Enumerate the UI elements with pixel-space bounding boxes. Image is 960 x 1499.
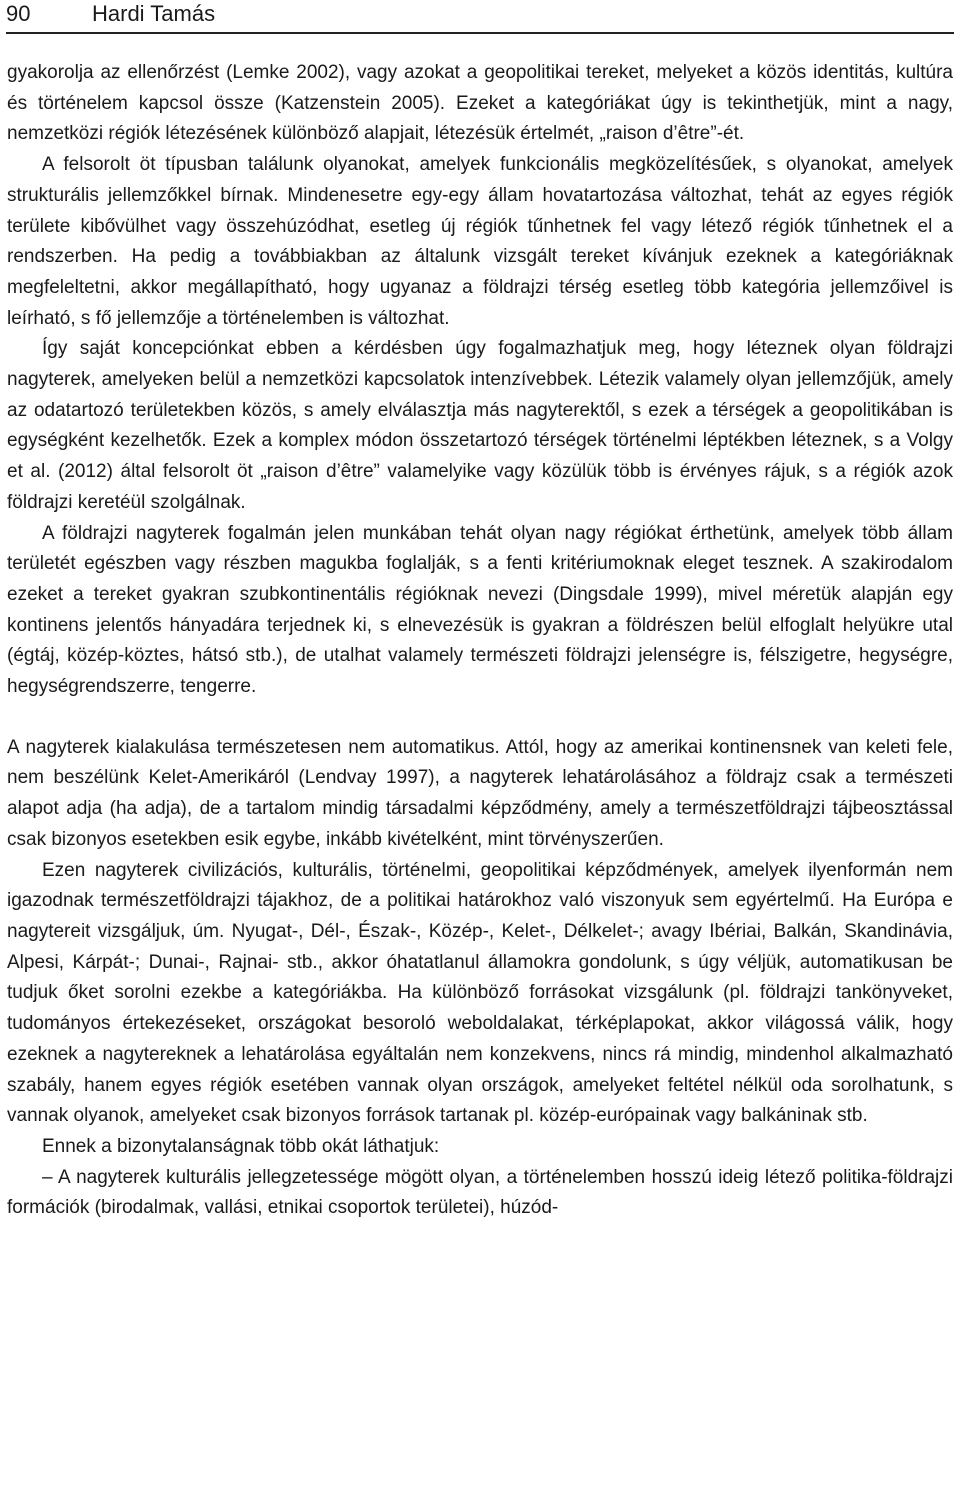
list-item-1: – A nagyterek kulturális jellegzetessége mögött olyan, a történelemben hosszú ideig létező politika-földrajzi formációk (birodalmak, vallási, etnikai csoportok területei), húzód- <box>7 1166 953 1219</box>
paragraph-5: A nagyterek kialakulása természetesen nem automatikus. Attól, hogy az amerikai kontinensnek van keleti fele, nem beszélünk Kelet-Amerikáról (Lendvay 1997), a nagyterek lehatárolásához a földrajz csak a természeti alapot adja (ha adja), de a tartalom mindig társadalmi képződmény, amely a természetföldrajzi tájbeosztással csak bizonyos esetekben esik egybe, inkább kivételként, mint törvényszerűen. <box>7 736 953 850</box>
running-header <box>6 0 954 34</box>
paragraph-3: Így saját koncepciónkat ebben a kérdésben úgy fogalmazhatjuk meg, hogy léteznek olyan földrajzi nagyterek, amelyeken belül a nemzetközi kapcsolatok intenzívebbek. Létezik valamely olyan jellemzőjük, amely az odatartozó területekben közös, s amely elválasztja más nagyterektől, s ezek a térségek a geopolitikában is egységként kezelhetők. Ezek a komplex módon összetartozó térségek történelmi léptékben léteznek, s a Volgy et al. (2012) által felsorolt öt „raison d’être” valamelyike vagy közülük több is érvényes rájuk, s a régiók azok földrajzi keretéül szolgálnak. <box>7 338 953 513</box>
running-head-author: Hardi Tamás <box>92 1 216 26</box>
body-text <box>7 58 953 1224</box>
paragraph-4: A földrajzi nagyterek fogalmán jelen munkában tehát olyan nagy régiókat érthetünk, amelyek több állam területét egészben vagy részben magukba foglalják, s a fenti kritériumoknak eleget tesznek. A szakirodalom ezeket a tereket gyakran szubkontinentális régióknak nevezi (Dingsdale 1999), mivel méretük alapján egy kontinens jelentős hányadára terjednek ki, s elnevezésük is gyakran a földrészen belül elfoglalt helyükre utal (égtáj, közép-köztes, hátsó stb.), de utalhat valamely természeti földrajzi jelenségre is, félszigetre, hegységre, hegységrendszerre, tengerre. <box>7 522 953 698</box>
paragraph-2: A felsorolt öt típusban találunk olyanokat, amelyek funkcionális megközelítésűek, s olyanokat, amelyek strukturális jellemzőkkel bírnak. Mindenesetre egy-egy állam hovatartozása változhat, tehát az egyes régiók területe kibővülhet vagy összehúzódhat, esetleg új régiók tűnhetnek fel vagy létező régiók tűnhetnek el a rendszerben. Ha pedig a továbbiakban az általunk vizsgált tereket kívánjuk ezeknek a kategóriáknak megfeleltetni, akkor megállapítható, hogy ugyanaz a földrajzi térség esetleg több kategória jellemzőivel is leírható, s fő jellemzője a történelemben is változhat. <box>7 154 953 329</box>
paragraph-7: Ennek a bizonytalanságnak több okát láthatjuk: <box>42 1135 440 1157</box>
page-number: 90 <box>6 1 31 26</box>
paragraph-1: gyakorolja az ellenőrzést (Lemke 2002), vagy azokat a geopolitikai tereket, melyeket a közös identitás, kultúra és történelem kapcsol össze (Katzenstein 2005). Ezeket a kategóriákat úgy is tekinthetjük, mint a nagy, nemzetközi régiók létezésének különböző alapjait, létezésük értelmét, „raison d’être”-ét. <box>7 62 953 145</box>
paragraph-6: Ezen nagyterek civilizációs, kulturális, történelmi, geopolitikai képződmények, amelyek ilyenformán nem igazodnak természetföldrajzi tájakhoz, de a politikai határokhoz való viszonyuk sem egyértelmű. Ha Európa e nagytereit vizsgáljuk, úm. Nyugat-, Dél-, Észak-, Közép-, Kelet-, Délkelet-; avagy Ibériai, Balkán, Skandinávia, Alpesi, Kárpát-; Dunai-, Rajnai- stb., akkor óhatatlanul államokra gondolunk, s úgy véljük, automatikusan be tudjuk őket sorolni ezekbe a kategóriákba. Ha különböző forrásokat vizsgálunk (pl. földrajzi tankönyveket, tudományos értekezéseket, országokat besoroló weboldalakat, térképlapokat, akkor világossá válik, hogy ezeknek a nagytereknek a lehatárolása egyáltalán nem konzekvens, nincs rá mindig, mindenhol alkalmazható szabály, hanem egyes régiók esetében vannak olyan országok, amelyeket feltétel nélkül oda sorolhatunk, s vannak olyanok, amelyeket csak bizonyos források tartanak pl. közép-európainak vagy balkáninak stb. <box>7 859 953 1127</box>
